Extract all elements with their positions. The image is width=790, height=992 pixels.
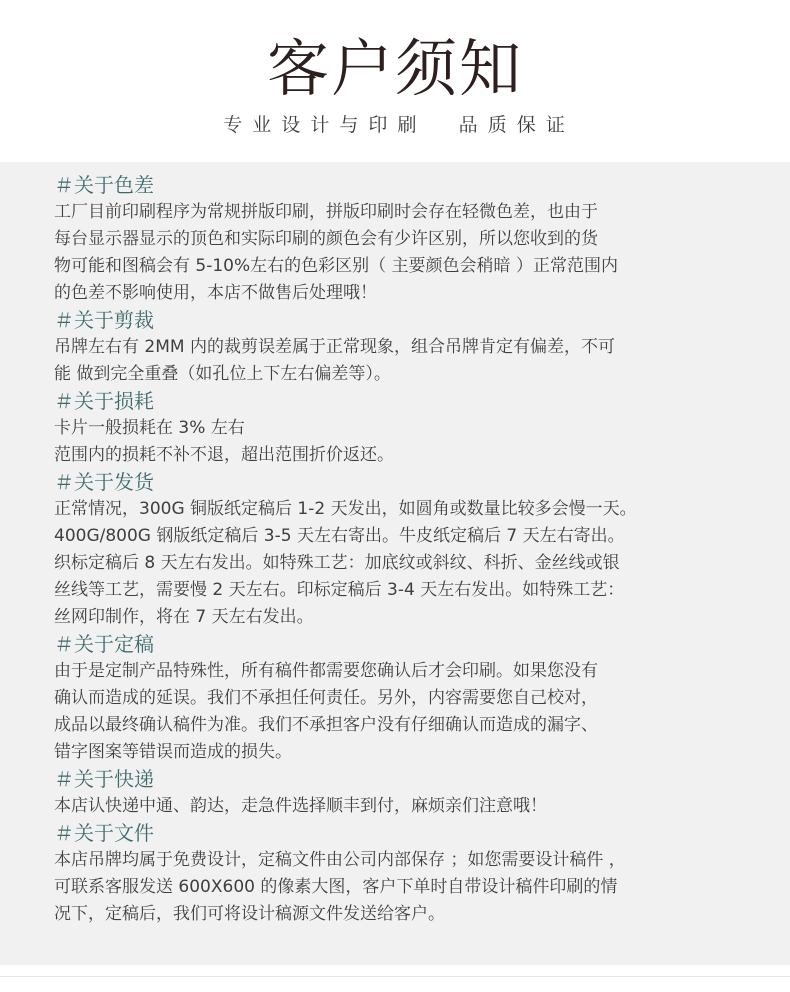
body-line: 每台显示器显示的顶色和实际印刷的颜色会有少许区别，所以您收到的货 — [54, 229, 598, 249]
body-line: 能 做到完全重叠（如孔位上下左右偏差等）。 — [54, 364, 391, 384]
body-line: 正常情况，300G 铜版纸定稿后 1-2 天发出，如圆角或数量比较多会慢一天。 — [54, 499, 637, 519]
section-body — [54, 334, 754, 388]
body-line: 本店吊牌均属于免费设计，定稿文件由公司内部保存 ；如您需要设计稿件 ， — [54, 850, 626, 870]
body-line: 错字图案等错误而造成的损失。 — [54, 742, 292, 762]
notice-panel — [0, 162, 790, 965]
page-subtitle: 专 业 设 计 与 印 刷 品 质 保 证 — [223, 114, 567, 136]
notice-content — [54, 172, 754, 928]
section-body — [54, 199, 754, 307]
page-title: 客户须知 — [266, 32, 523, 105]
notice-section — [54, 469, 754, 631]
body-line: 400G/800G 钢版纸定稿后 3-5 天左右寄出。牛皮纸定稿后 7 天左右寄出。 — [54, 526, 625, 546]
body-line: 织标定稿后 8 天左右发出。如特殊工艺：加底纹或斜纹、科折、金丝线或银 — [54, 553, 620, 573]
section-heading: ＃关于文件 — [54, 821, 154, 845]
section-body — [54, 415, 754, 469]
section-heading: ＃关于剪裁 — [54, 308, 154, 332]
section-heading: ＃关于定稿 — [54, 632, 154, 656]
body-line: 物可能和图稿会有 5-10%左右的色彩区别（ 主要颜色会稍暗 ）正常范围内 — [54, 256, 618, 276]
body-line: 卡片一般损耗在 3% 左右 — [54, 418, 245, 438]
section-heading: ＃关于色差 — [54, 173, 154, 197]
notice-section — [54, 388, 754, 469]
section-body — [54, 658, 754, 766]
body-line: 吊牌左右有 2MM 内的裁剪误差属于正常现象，组合吊牌肯定有偏差，不可 — [54, 337, 615, 357]
header — [0, 0, 790, 162]
body-line: 况下，定稿后，我们可将设计稿源文件发送给客户。 — [54, 904, 445, 924]
notice-section — [54, 631, 754, 766]
notice-section — [54, 307, 754, 388]
notice-section — [54, 172, 754, 307]
body-line: 可联系客服发送 600X600 的像素大图，客户下单时自带设计稿件印刷的情 — [54, 877, 618, 897]
body-line: 丝网印制作，将在 7 天左右发出。 — [54, 607, 314, 627]
body-line: 本店认快递中通、韵达，走急件选择顺丰到付，麻烦亲们注意哦！ — [54, 796, 547, 816]
body-line: 由于是定制产品特殊性，所有稿件都需要您确认后才会印刷。如果您没有 — [54, 661, 598, 681]
body-line: 成品以最终确认稿件为准。我们不承担客户没有仔细确认而造成的漏字、 — [54, 715, 598, 735]
body-line: 范围内的损耗不补不退，超出范围折价返还。 — [54, 445, 394, 465]
notice-section — [54, 820, 754, 928]
notice-section — [54, 766, 754, 820]
body-line: 工厂目前印刷程序为常规拼版印刷，拼版印刷时会存在轻微色差，也由于 — [54, 202, 598, 222]
body-line: 确认而造成的延误。我们不承担任何责任。另外，内容需要您自己校对， — [54, 688, 598, 708]
section-heading: ＃关于发货 — [54, 470, 154, 494]
section-body — [54, 847, 754, 928]
body-line: 的色差不影响使用，本店不做售后处理哦！ — [54, 283, 377, 303]
section-body — [54, 496, 754, 631]
section-heading: ＃关于损耗 — [54, 389, 154, 413]
body-line: 丝线等工艺，需要慢 2 天左右。印标定稿后 3-4 天左右发出。如特殊工艺： — [54, 580, 625, 600]
section-body — [54, 793, 754, 820]
section-heading: ＃关于快递 — [54, 767, 154, 791]
divider — [0, 976, 790, 977]
